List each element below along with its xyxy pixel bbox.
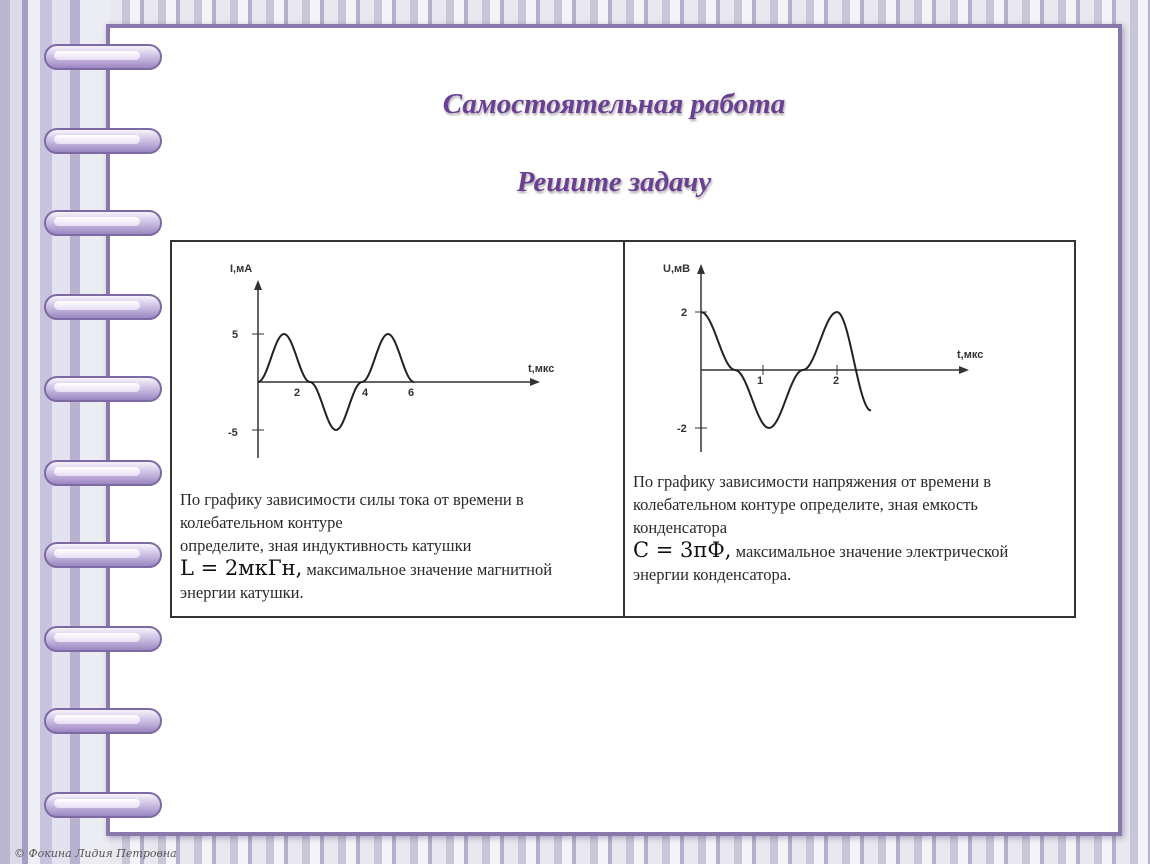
y-axis-arrow: [697, 264, 705, 274]
y-axis-label: U,мВ: [663, 263, 691, 275]
spiral-ring: [44, 708, 162, 734]
spiral-ring: [44, 792, 162, 818]
text-line: конденсатора: [633, 518, 728, 537]
capacitance-formula: C = 3пФ,: [633, 538, 732, 562]
x-tick-label: 1: [757, 375, 764, 387]
text-line: колебательном контуре: [180, 513, 343, 532]
text-fragment: максимальное значение электрической: [735, 542, 1009, 561]
text-line: определите, зная индуктивность катушки: [180, 536, 472, 555]
slide-title: Самостоятельная работа: [442, 88, 786, 120]
spiral-ring: [44, 626, 162, 652]
y-axis-arrow: [254, 280, 262, 290]
slide-subtitle: Решите задачу: [516, 166, 712, 198]
text-line: энергии конденсатора.: [633, 565, 792, 584]
x-tick-label: 4: [362, 387, 369, 399]
inductance-formula: L = 2мкГн,: [180, 556, 303, 580]
spiral-ring: [44, 542, 162, 568]
x-axis-arrow: [959, 366, 969, 374]
voltage-graph: [625, 242, 1076, 472]
text-line: энергии катушки.: [180, 583, 304, 602]
spiral-ring: [44, 460, 162, 486]
y-axis-label: I,мА: [230, 263, 253, 275]
spiral-ring: [44, 376, 162, 402]
y-tick-label: 5: [232, 329, 239, 341]
left-task-panel: [172, 242, 623, 616]
spiral-ring: [44, 44, 162, 70]
x-axis-label: t,мкс: [528, 363, 555, 375]
x-tick-label: 2: [833, 375, 840, 387]
x-tick-label: 2: [294, 387, 301, 399]
text-line: колебательном контуре определите, зная емкость: [633, 495, 978, 514]
text-line: [180, 557, 616, 581]
task-table: [170, 240, 1076, 618]
right-task-text: [633, 470, 1069, 586]
x-axis-arrow: [530, 378, 540, 386]
current-graph: [172, 242, 623, 482]
copyright-signature: © Фокина Лидия Петровна: [14, 847, 177, 860]
text-fragment: максимальное значение магнитной: [306, 560, 553, 579]
text-line: [633, 539, 1069, 563]
text-line: По графику зависимости силы тока от времени в: [180, 490, 524, 509]
left-task-text: [180, 488, 616, 604]
x-tick-label: 6: [408, 387, 415, 399]
spiral-ring: [44, 294, 162, 320]
right-task-panel: [625, 242, 1076, 616]
y-tick-label: -5: [228, 427, 238, 439]
text-line: По графику зависимости напряжения от времени в: [633, 472, 992, 491]
x-axis-label: t,мкс: [957, 349, 984, 361]
spiral-ring: [44, 128, 162, 154]
spiral-ring: [44, 210, 162, 236]
y-tick-label: -2: [677, 423, 687, 435]
y-tick-label: 2: [681, 307, 688, 319]
